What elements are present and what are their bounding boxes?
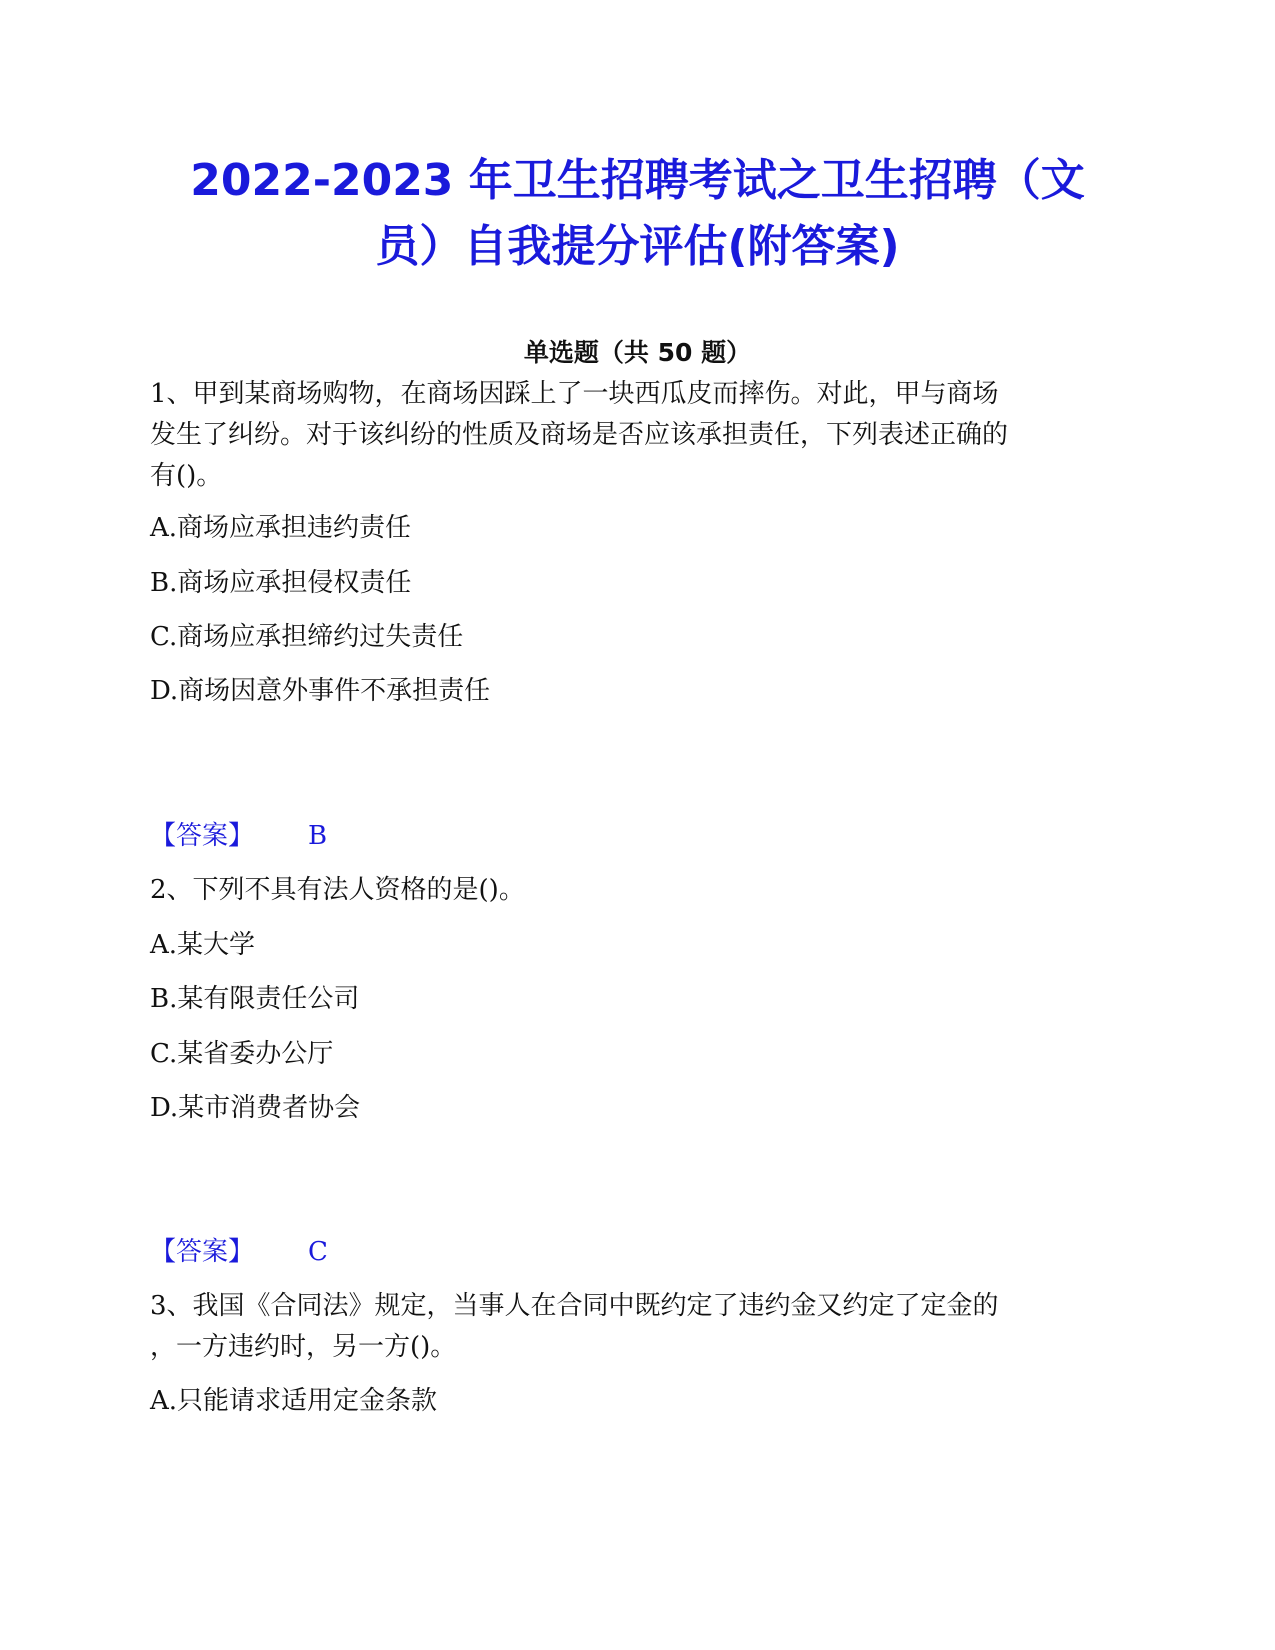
question-2-option-a: A.某大学	[150, 930, 256, 960]
answer-value: B	[308, 821, 328, 851]
document-title-line-1: 2022-2023 年卫生招聘考试之卫生招聘（文	[190, 155, 1085, 206]
question-1-option-b: B.商场应承担侵权责任	[150, 568, 412, 598]
question-1-option-a: A.商场应承担违约责任	[150, 513, 412, 543]
question-2-option-b: B.某有限责任公司	[150, 984, 360, 1014]
question-1-stem-line-2: 发生了纠纷。对于该纠纷的性质及商场是否应该承担责任，下列表述正确的	[150, 420, 1009, 450]
answer-label: 【答案】	[150, 1237, 255, 1267]
section-heading: 单选题（共 50 题）	[523, 338, 752, 367]
question-1-stem-line-1: 1、甲到某商场购物，在商场因踩上了一块西瓜皮而摔伤。对此，甲与商场	[150, 379, 999, 409]
question-1-option-d: D.商场因意外事件不承担责任	[150, 676, 491, 706]
question-3-stem-line-1: 3、我国《合同法》规定，当事人在合同中既约定了违约金又约定了定金的	[150, 1291, 999, 1321]
document-title	[130, 148, 1145, 280]
question-2-answer	[150, 1232, 328, 1272]
question-2-option-d: D.某市消费者协会	[150, 1093, 361, 1123]
answer-value: C	[308, 1237, 328, 1267]
question-1-answer	[150, 816, 327, 856]
question-3-option-a: A.只能请求适用定金条款	[150, 1386, 438, 1416]
question-1-stem-line-3: 有()。	[150, 461, 223, 491]
answer-label: 【答案】	[150, 821, 255, 851]
question-2-stem-line-1: 2、下列不具有法人资格的是()。	[150, 875, 525, 905]
question-3-stem-line-2: ，一方违约时，另一方()。	[150, 1332, 457, 1362]
question-2-option-c: C.某省委办公厅	[150, 1039, 334, 1069]
document-title-line-2: 员）自我提分评估(附答案)	[375, 221, 900, 272]
question-1-option-c: C.商场应承担缔约过失责任	[150, 622, 464, 652]
